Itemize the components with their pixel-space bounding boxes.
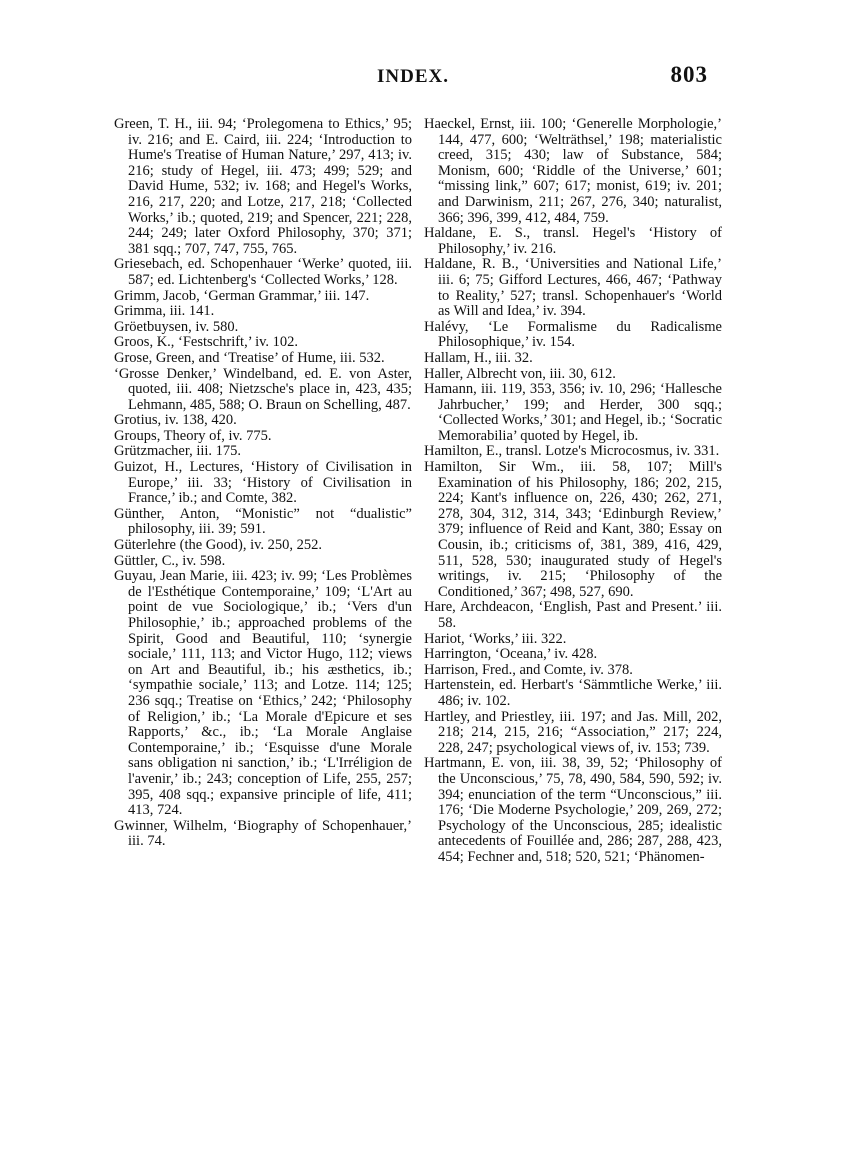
index-entry: Harrington, ‘Oceana,’ iv. 428.: [424, 646, 598, 663]
index-entry: Green, T. H., iii. 94; ‘Prolegomena to Ethics,’ 95; iv. 216; and E. Caird, iii. 224; ‘Introduction to Hume's Treatise of Human Nature,’ 297, 413; iv. 216; study of Hegel, iii. 473; 499; 529; and David Hume, 532; iv. 168; and Hegel's Works, 216, 217, 220; and Lotze, 217, 218; ‘Collected Works,’ ib.; quoted, 219; and Spencer, 221; 228, 244; 249; later Oxford Philosophy, 370; 371; 381 sqq.; 707, 747, 755, 765.: [114, 116, 412, 257]
index-entry: Guizot, H., Lectures, ‘History of Civilisation in Europe,’ iii. 33; ‘History of Civilisation in France,’ ib.; and Comte, 382.: [114, 459, 412, 507]
index-entry: Grose, Green, and ‘Treatise’ of Hume, iii. 532.: [114, 349, 385, 366]
index-entry: Griesebach, ed. Schopenhauer ‘Werke’ quoted, iii. 587; ed. Lichtenberg's ‘Collected Works,’ 128.: [114, 256, 412, 288]
index-entry: Gwinner, Wilhelm, ‘Biography of Schopenhauer,’ iii. 74.: [114, 817, 412, 850]
index-entry: Haldane, E. S., transl. Hegel's ‘History of Philosophy,’ iv. 216.: [424, 225, 722, 257]
index-entry: Hartley, and Priestley, iii. 197; and Jas. Mill, 202, 218; 214, 215, 216; “Association,” 217; 224, 228, 247; psychological views of, iv. 153; 739.: [424, 708, 722, 756]
index-entry: Haldane, R. B., ‘Universities and National Life,’ iii. 6; 75; Gifford Lectures, 466, 467; ‘Pathway to Reality,’ 527; transl. Schopenhauer's ‘World as Will and Idea,’ iv. 394.: [424, 256, 722, 320]
index-entry: Hartmann, E. von, iii. 38, 39, 52; ‘Philosophy of the Unconscious,’ 75, 78, 490, 584, 590, 592; iv. 394; enunciation of the term “Unconscious,” iii. 176; ‘Die Moderne Psychologie,’ 209, 269, 272; Psychology of the Unconscious, 285; idealistic antecedents of Fouillée and, 286; 287, 288, 423, 454; Fechner and, 518; 520, 521; ‘Phänomen-: [424, 755, 722, 865]
index-entry: Groos, K., ‘Festschrift,’ iv. 102.: [114, 334, 299, 351]
index-entry: Grimm, Jacob, ‘German Grammar,’ iii. 147.: [114, 287, 370, 304]
index-entry: Günther, Anton, “Monistic” not “dualistic” philosophy, iii. 39; 591.: [114, 505, 412, 538]
index-entry: Groups, Theory of, iv. 775.: [114, 427, 272, 444]
index-entry: Güttler, C., iv. 598.: [114, 552, 226, 569]
index-entry: Gröetbuysen, iv. 580.: [114, 318, 239, 335]
index-entry: Guyau, Jean Marie, iii. 423; iv. 99; ‘Les Problèmes de l'Esthétique Contemporaine,’ 109; ‘L'Art au point de vue Sociologique,’ ib.; ‘Vers d'un Philosophie,’ ib.; approached problems of the Spirit, Good and Beautiful, 110; ‘synergie sociale,’ 111, 113; and Victor Hugo, 112; views on Art and Beautiful, ib.; his æsthetics, ib.; ‘sympathie sociale,’ 113; and Lotze. 114; 125; 236 sqq.; Treatise on ‘Ethics,’ 242; ‘Philosophy of Religion,’ ib.; ‘La Morale d'Epicure et ses Rapports,’ &c., ib.; ‘La Morale Anglaise Contemporaine,’ ib.; ‘Esquisse d'une Morale sans obligation ni sanction,’ ib.; ‘L'Irréligion de l'avenir,’ ib.; 243; conception of Life, 255, 257; 395, 408 sqq.; expansive principle of life, 411; 413, 724.: [114, 568, 412, 819]
index-entry: Hariot, ‘Works,’ iii. 322.: [424, 630, 567, 647]
page-header: [118, 62, 708, 92]
index-entry: Hamilton, Sir Wm., iii. 58, 107; Mill's Examination of his Philosophy, 186; 202, 215, 224; Kant's influence on, 226, 430; 262, 271, 278, 304, 312, 314, 343; ‘Edinburgh Review,’ 379; influence of Reid and Kant, 380; Essay on Cousin, ib.; criticisms of, 381, 389, 416, 429, 511, 528, 530; inaugurated study of Hegel's writings, iv. 215; ‘Philosophy of the Conditioned,’ 367; 498, 527, 690.: [424, 459, 722, 600]
index-entry: Grotius, iv. 138, 420.: [114, 412, 237, 429]
index-entry: Halévy, ‘Le Formalisme du Radicalisme Philosophique,’ iv. 154.: [424, 318, 722, 351]
left-index-column: [114, 117, 412, 850]
right-index-column: [424, 117, 722, 866]
index-entry: Hare, Archdeacon, ‘English, Past and Present.’ iii. 58.: [424, 599, 722, 631]
index-entry: Hamilton, E., transl. Lotze's Microcosmus, iv. 331.: [424, 443, 720, 460]
index-entry: Haller, Albrecht von, iii. 30, 612.: [424, 365, 616, 382]
index-entry: Haeckel, Ernst, iii. 100; ‘Generelle Morphologie,’ 144, 477, 600; ‘Welträthsel,’ 198; materialistic creed, 315; 430; law of Substance, 584; Monism, 600; ‘Riddle of the Universe,’ 601; “missing link,” 607; 617; monist, 619; iv. 201; and Darwinism, 211; 267, 276, 340; naturalist, 366; 396, 399, 412, 484, 759.: [424, 116, 722, 226]
index-entry: Harrison, Fred., and Comte, iv. 378.: [424, 661, 633, 678]
index-entry: Hamann, iii. 119, 353, 356; iv. 10, 296; ‘Hallesche Jahrbucher,’ 199; and Herder, 300 sqq.; ‘Collected Works,’ 301; and Hegel, ib.; ‘Socratic Memorabilia’ quoted by Hegel, ib.: [424, 381, 722, 444]
running-title: INDEX.: [377, 66, 449, 87]
index-entry: ‘Grosse Denker,’ Windelband, ed. E. von Aster, quoted, iii. 408; Nietzsche's place in, 423, 435; Lehmann, 485, 588; O. Braun on Schelling, 487.: [114, 365, 412, 413]
page-number: 803: [670, 62, 708, 87]
index-entry: Grützmacher, iii. 175.: [114, 443, 242, 460]
index-entry: Grimma, iii. 141.: [114, 303, 215, 320]
index-entry: Hallam, H., iii. 32.: [424, 349, 533, 366]
index-entry: Hartenstein, ed. Herbart's ‘Sämmtliche Werke,’ iii. 486; iv. 102.: [424, 677, 722, 709]
index-entry: Güterlehre (the Good), iv. 250, 252.: [114, 537, 323, 554]
